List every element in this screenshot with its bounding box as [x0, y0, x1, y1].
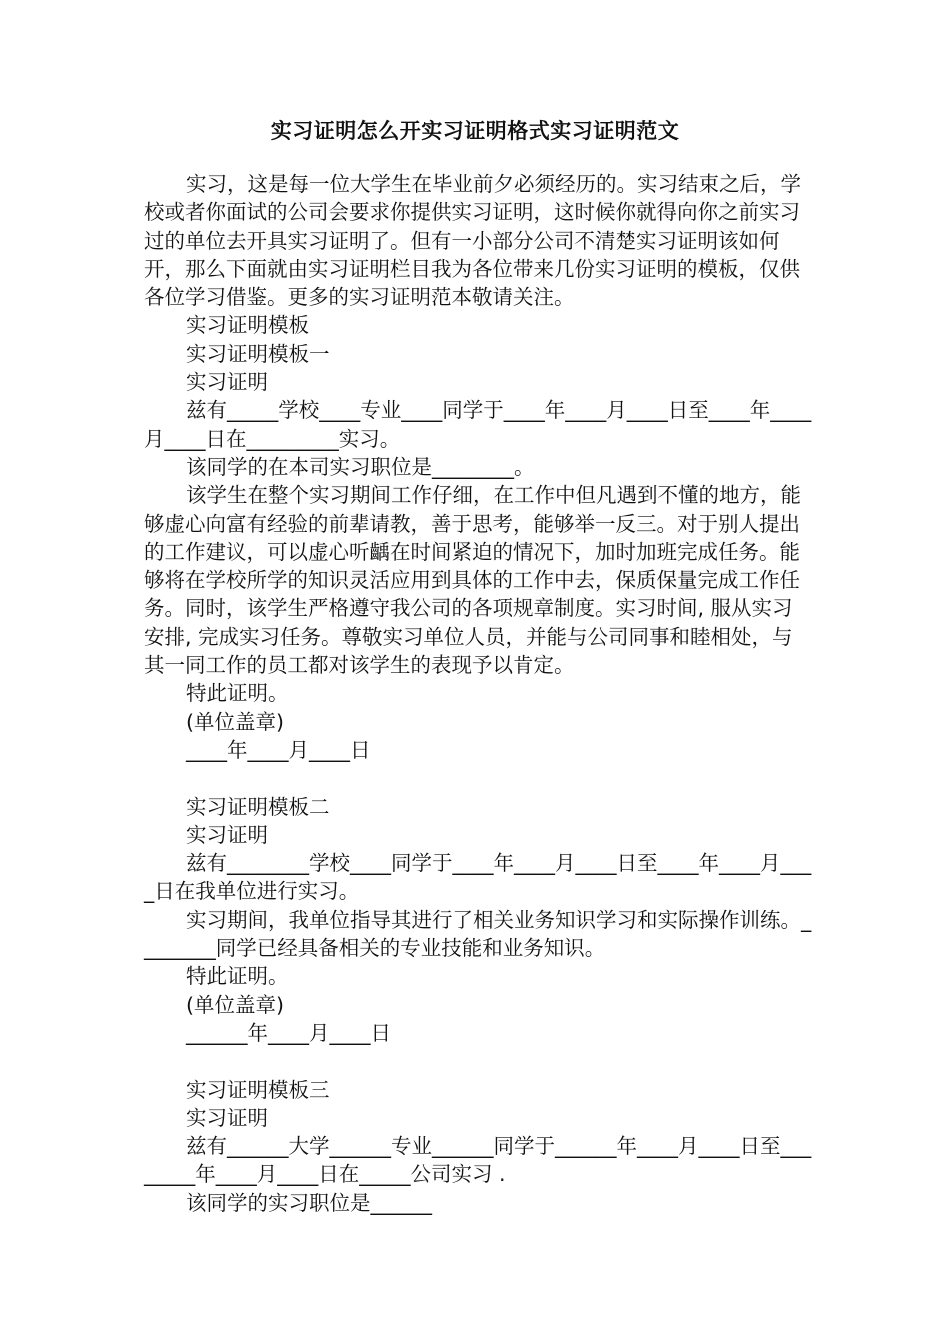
- template2-heading: 实习证明模板二: [186, 794, 330, 819]
- template1-line1: 兹有_____学校____专业____同学于____年____月____日至____年____月____日在_________实习。: [144, 398, 812, 451]
- blank-line: [144, 1047, 812, 1075]
- template1-seal: (单位盖章): [186, 709, 284, 734]
- template2-date: ______年____月____日: [186, 1020, 391, 1045]
- template2-line1: 兹有________学校____同学于____年____月____日至____年____月____日在我单位进行实习。: [144, 851, 812, 904]
- template2-line2: 实习期间，我单位指导其进行了相关业务知识学习和实际操作训练。________同学已经具备相关的专业技能和业务知识。: [144, 907, 812, 961]
- blank-line: [144, 764, 812, 792]
- template1-line2: 该同学的在本司实习职位是________。: [186, 454, 535, 479]
- template3-line2: 该同学的实习职位是______: [186, 1190, 432, 1215]
- section-heading: 实习证明模板: [186, 313, 309, 338]
- template1-heading: 实习证明模板一: [186, 341, 330, 366]
- document-title: 实习证明怎么开实习证明格式实习证明范文: [270, 119, 680, 143]
- template1-date: ____年____月____日: [186, 737, 371, 762]
- intro-paragraph: 实习，这是每一位大学生在毕业前夕必须经历的。实习结束之后，学校或者你面试的公司会要求你提供实习证明，这时候你就得向你之前实习过的单位去开具实习证明了。但有一小部分公司不清楚实习证明该如何开，那么下面就由实习证明栏目我为各位带来几份实习证明的模板，仅供各位学习借鉴。更多的实习证明范本敬请关注。: [144, 172, 801, 310]
- document-body: [144, 170, 812, 1217]
- template2-seal: (单位盖章): [186, 992, 284, 1017]
- template3-doc-title: 实习证明: [186, 1105, 268, 1130]
- template3-heading: 实习证明模板三: [186, 1077, 330, 1102]
- template2-doc-title: 实习证明: [186, 822, 268, 847]
- template2-closing: 特此证明。: [186, 964, 289, 989]
- template1-closing: 特此证明。: [186, 681, 289, 706]
- template1-doc-title: 实习证明: [186, 370, 268, 395]
- template3-line1: 兹有______大学______专业______同学于______年____月____日至________年____月____日在_____公司实习 .: [144, 1134, 812, 1187]
- template1-line3: 该学生在整个实习期间工作仔细，在工作中但凡遇到不懂的地方，能够虚心向富有经验的前辈请教，善于思考，能够举一反三。对于别人提出的工作建议，可以虚心听齲在时间紧迫的情况下，加时加班完成任务。能够将在学校所学的知识灵活应用到具体的工作中去，保质保量完成工作任务。同时，该学生严格遵守我公司的各项规章制度。实习时间, 服从实习安排, 完成实习任务。尊敬实习单位人员，并能与公司同事和睦相处，与其一同工作的员工都对该学生的表现予以肯定。: [144, 483, 801, 678]
